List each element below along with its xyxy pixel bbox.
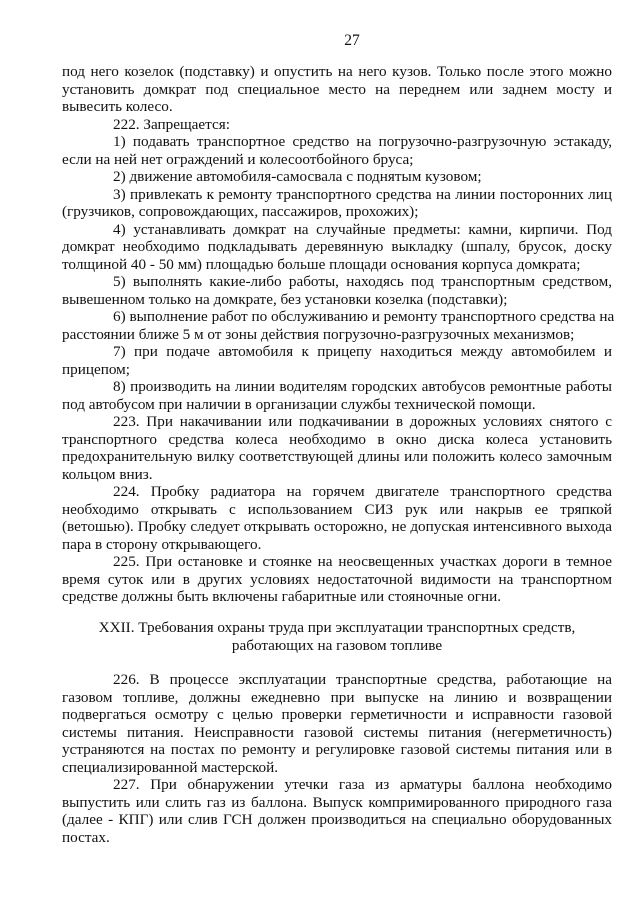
paragraph: [62, 63, 612, 116]
paragraph: [62, 221, 612, 274]
text-line: кольцом вниз.: [62, 465, 153, 483]
text-line: необходимо открывать с использованием СИЗ рук или накрыв ее тряпкой: [62, 500, 612, 518]
paragraph: [62, 413, 612, 483]
text-line: установить домкрат под специальное место на переднем или заднем мосту и: [62, 80, 612, 98]
text-line: 224. Пробку радиатора на горячем двигателе транспортного средства: [113, 483, 612, 500]
text-line: 7) при подаче автомобиля к прицепу находиться между автомобилем и: [113, 343, 612, 360]
paragraph: [62, 483, 612, 553]
paragraph: [62, 378, 612, 413]
paragraph: [62, 186, 612, 221]
text-line: подвергаться осмотру с целью проверки герметичности и исправности газовой: [62, 706, 612, 723]
text-line: специализированной мастерской.: [62, 758, 279, 776]
paragraph: [62, 308, 615, 343]
text-line: 227. При обнаружении утечки газа из арматуры баллона необходимо: [113, 776, 612, 793]
section-heading: [62, 619, 612, 654]
text-line: транспортного средства колеса необходимо в окно диска колеса установить: [62, 430, 612, 448]
body-text-top: [62, 63, 615, 606]
text-line: 5) выполнять какие-либо работы, находясь под транспортным средством,: [113, 273, 612, 290]
text-line: (ветошью). Пробку следует открывать осторожно, не допуская интенсивного выхода: [62, 518, 612, 535]
heading-text: [62, 619, 612, 654]
text-line: 4) устанавливать домкрат на случайные предметы: камни, кирпичи. Под: [113, 220, 612, 238]
text-line: если на ней нет ограждений и колесоотбойного бруса;: [62, 150, 414, 168]
text-line: 226. В процессе эксплуатации транспортные средства, работающие на: [113, 671, 612, 688]
text-line: выпустить или слить газ из баллона. Выпуск компримированного природного газа: [62, 793, 612, 811]
text-line: 225. При остановке и стоянке на неосвещенных участках дороги в темное: [113, 553, 612, 570]
text-line: 2) движение автомобиля-самосвала с поднятым кузовом;: [113, 168, 482, 185]
text-line: 6) выполнение работ по обслуживанию и ремонту транспортного средства на: [113, 308, 615, 325]
paragraph: [62, 343, 612, 378]
text-line: вывешенном только на домкрате, без установки козелка (подставки);: [62, 290, 508, 308]
text-line: работающих на газовом топливе: [231, 636, 443, 654]
text-line: постах.: [62, 828, 110, 846]
text-line: средстве должны быть включены габаритные или стояночные огни.: [62, 588, 502, 605]
text-line: 222. Запрещается:: [113, 115, 230, 133]
text-line: XXII. Требования охраны труда при эксплуатации транспортных средств,: [98, 619, 576, 636]
paragraph: [62, 273, 612, 308]
text-line: под него козелок (подставку) и опустить на него кузов. Только после этого можно: [62, 63, 612, 80]
text-line: 223. При накачивании или подкачивании в дорожных условиях снятого с: [113, 413, 612, 430]
paragraph: [62, 776, 612, 846]
text-line: (грузчиков, сопровождающих, пассажиров, прохожих);: [62, 203, 419, 220]
text-line: устраняются на постах по ремонту и регулировке газовой системы питания или в: [62, 741, 612, 758]
paragraph: [62, 671, 612, 776]
paragraph: [62, 116, 612, 134]
body-text-bottom: [62, 671, 612, 846]
text-line: (далее - КПГ) или слив ГСН должен производиться на специально оборудованных: [62, 811, 612, 828]
text-line: прицепом;: [62, 360, 130, 378]
text-line: 8) производить на линии водителям городских автобусов ремонтные работы: [113, 378, 612, 395]
text-line: предохранительную вилку соответствующей длины или положить колесо замочным: [62, 448, 612, 465]
text-line: время суток или в других условиях недостаточной видимости на транспортном: [62, 570, 612, 588]
text-line: 1) подавать транспортное средство на погрузочно-разгрузочную эстакаду,: [113, 133, 612, 150]
text-line: толщиной 40 - 50 мм) площадью больше площади основания корпуса домкрата;: [62, 255, 581, 273]
text-line: домкрат необходимо подкладывать деревянную выкладку (шпалу, брусок, доску: [62, 238, 612, 255]
text-line: под автобусом при наличии в организации службы технической помощи.: [62, 395, 536, 413]
text-line: вывесить колесо.: [62, 98, 173, 115]
text-line: 3) привлекать к ремонту транспортного средства на линии посторонних лиц: [113, 185, 612, 203]
page-number: 27: [344, 32, 360, 49]
text-line: системы питания. Неисправности газовой системы питания (негерметичность): [62, 723, 612, 741]
text-line: расстоянии ближе 5 м от зоны действия погрузочно-разгрузочных механизмов;: [62, 325, 575, 343]
text-line: пара в сторону открывающего.: [62, 535, 262, 553]
text-line: газовом топливе, должны ежедневно при выпуске на линию и возвращении: [62, 688, 612, 706]
paragraph: [62, 553, 612, 606]
paragraph: [62, 133, 612, 168]
paragraph: [62, 168, 612, 186]
